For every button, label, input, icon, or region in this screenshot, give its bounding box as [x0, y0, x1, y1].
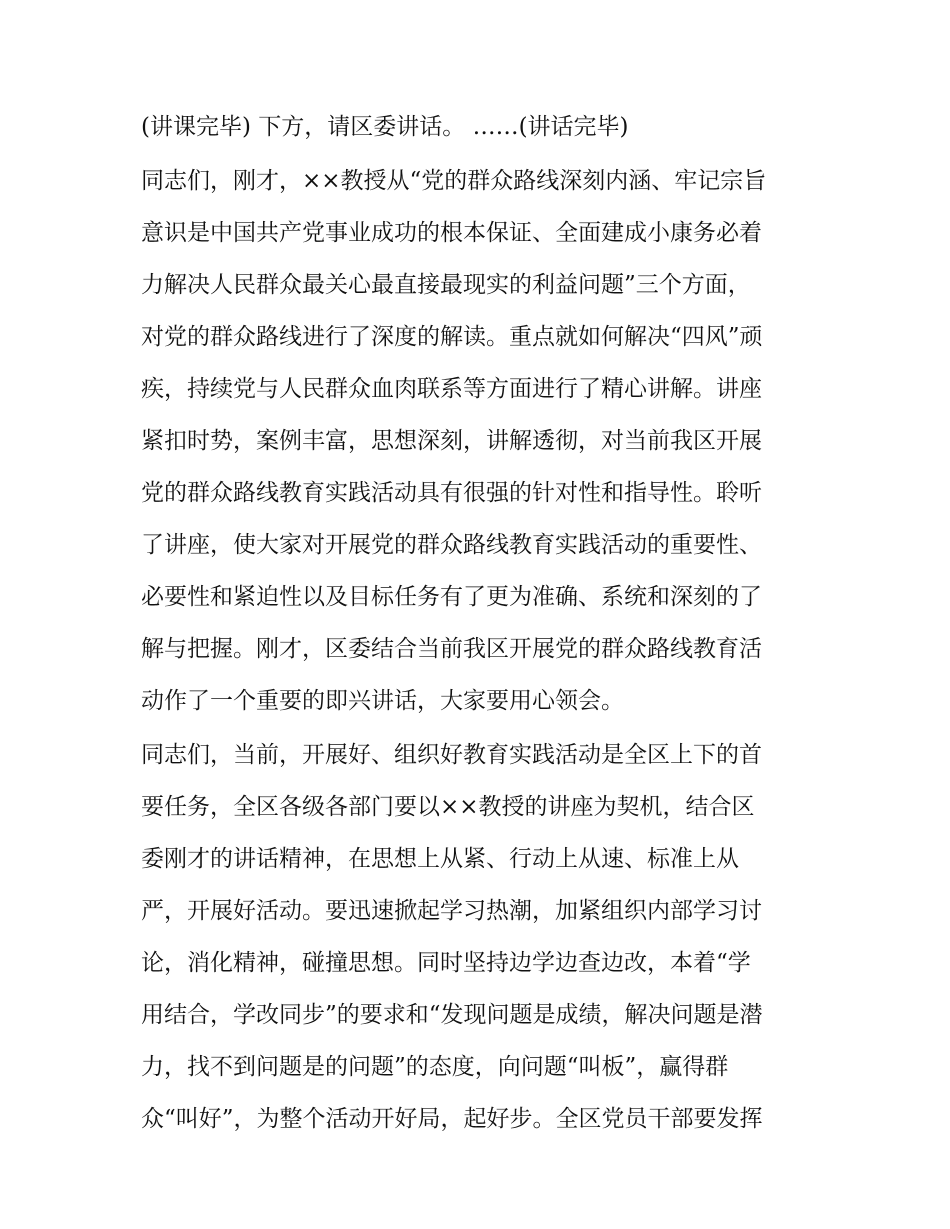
- text-line: 必要性和紧迫性以及目标任务有了更为准确、系统和深刻的了: [141, 584, 762, 610]
- text-line: 论，消化精神，碰撞思想。同时坚持边学边查边改，本着“学: [141, 950, 751, 976]
- text-line: 解与把握。刚才，区委结合当前我区开展党的群众路线教育活: [141, 636, 762, 662]
- text-line: (讲课完毕) 下方，请区委讲话。 ……(讲话完毕): [141, 114, 629, 140]
- text-line: 动作了一个重要的即兴讲话，大家要用心领会。: [141, 688, 624, 714]
- text-line: 用结合，学改同步”的要求和“发现问题是成绩，解决问题是潜: [141, 1002, 763, 1028]
- text-line: 疾，持续党与人民群众血肉联系等方面进行了精心讲解。讲座: [141, 376, 762, 402]
- text-line: 同志们，刚才，××教授从“党的群众路线深刻内涵、牢记宗旨: [141, 168, 767, 194]
- text-line: 委刚才的讲话精神，在思想上从紧、行动上从速、标准上从: [141, 846, 739, 872]
- text-line: 意识是中国共产党事业成功的根本保证、全面建成小康务必着: [141, 220, 762, 246]
- text-line: 严，开展好活动。要迅速掀起学习热潮，加紧组织内部学习讨: [141, 898, 762, 924]
- text-line: 力解决人民群众最关心最直接最现实的利益问题”三个方面，: [141, 272, 751, 298]
- text-line: 党的群众路线教育实践活动具有很强的针对性和指导性。聆听: [141, 480, 762, 506]
- text-line: 紧扣时势，案例丰富，思想深刻，讲解透彻，对当前我区开展: [141, 428, 762, 454]
- text-line: 力，找不到问题是的问题”的态度，向问题“叫板”，赢得群: [141, 1054, 729, 1080]
- text-line: 了讲座，使大家对开展党的群众路线教育实践活动的重要性、: [141, 532, 762, 558]
- text-line: 众“叫好”，为整个活动开好局，起好步。全区党员干部要发挥: [141, 1106, 763, 1132]
- text-line: 同志们，当前，开展好、组织好教育实践活动是全区上下的首: [141, 742, 762, 768]
- text-line: 要任务，全区各级各部门要以××教授的讲座为契机，结合区: [141, 794, 755, 820]
- text-line: 对党的群众路线进行了深度的解读。重点就如何解决“四风”顽: [141, 324, 763, 350]
